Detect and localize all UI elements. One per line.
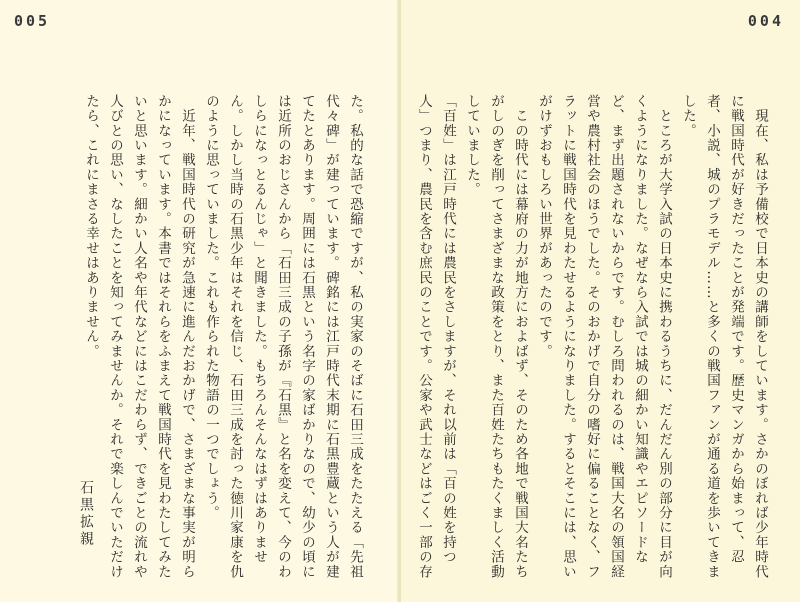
right-page-body-text: 現在、私は予備校で日本史の講師をしています。さかのぼれば少年時代に戦国時代が好きだったことが発端です。歴史マンガから始まって、忍者、小説、城のプラモデル……と多くの戦国ファンが通る道を歩いてきました。 ところが大学入試の日本史に携わるうちに、だんだん別の部分に目が向くようになりました。なぜなら入試では城の細かい知識やエピソードなど、まず出題されないからです。むしろ問われるのは、戦国大名の領国経営や農村社会のほうでした。そのおかげで自分の嗜好に偏ることなく、フラットに戦国時代を見わたせるようになりました。するとそこには、思いがけずおもしろい世界があったのです。 この時代には幕府の力が地方におよばず、そのため各地で戦国大名たちがしのぎを削ってさまざまな政策をとり、また百姓たちもたくましく活動していました。 「百姓」は江戸時代には農民をさしますが、それ以前は「百の姓を持つ人」つまり、農民を含む庶民のことです。公家や武士などはごく一部の存 bbox=[416, 94, 768, 580]
right-page bbox=[401, 0, 800, 602]
page-number-right: 004 bbox=[747, 12, 784, 30]
left-page bbox=[0, 0, 399, 602]
page-number-left: 005 bbox=[14, 12, 51, 30]
author-signature: 石黒拡親 bbox=[78, 480, 94, 548]
left-page-body-text: た。私的な話で恐縮ですが、私の実家のそばに石田三成をたたえる「先祖代々碑」が建っています。碑銘には江戸時代末期に石黒豊蔵という人が建てたとあります。周囲には石黒という名字の家ばかりなので、幼少の頃には近所のおじさんから「石田三成の子孫が『石黒』と名を変えて、今のわしらになっとるんじゃ」と聞きました。もちろんそんなはずはありません。しかし当時の石黒少年はそれを信じ、石田三成を討った徳川家康を仇のように思っていました。これも作られた物語の一つでしょう。 近年、戦国時代の研究が急速に進んだおかげで、さまざまな事実が明らかになっています。本書ではそれらをふまえて戦国時代を見わたしてみたいと思います。細かい人名や年代などにはこだわらず、できごとの流れや人びとの思い、なしたことを知ってみませんか。それで楽しんでいただけたら、これにまさる幸せはありません。 bbox=[83, 94, 363, 580]
